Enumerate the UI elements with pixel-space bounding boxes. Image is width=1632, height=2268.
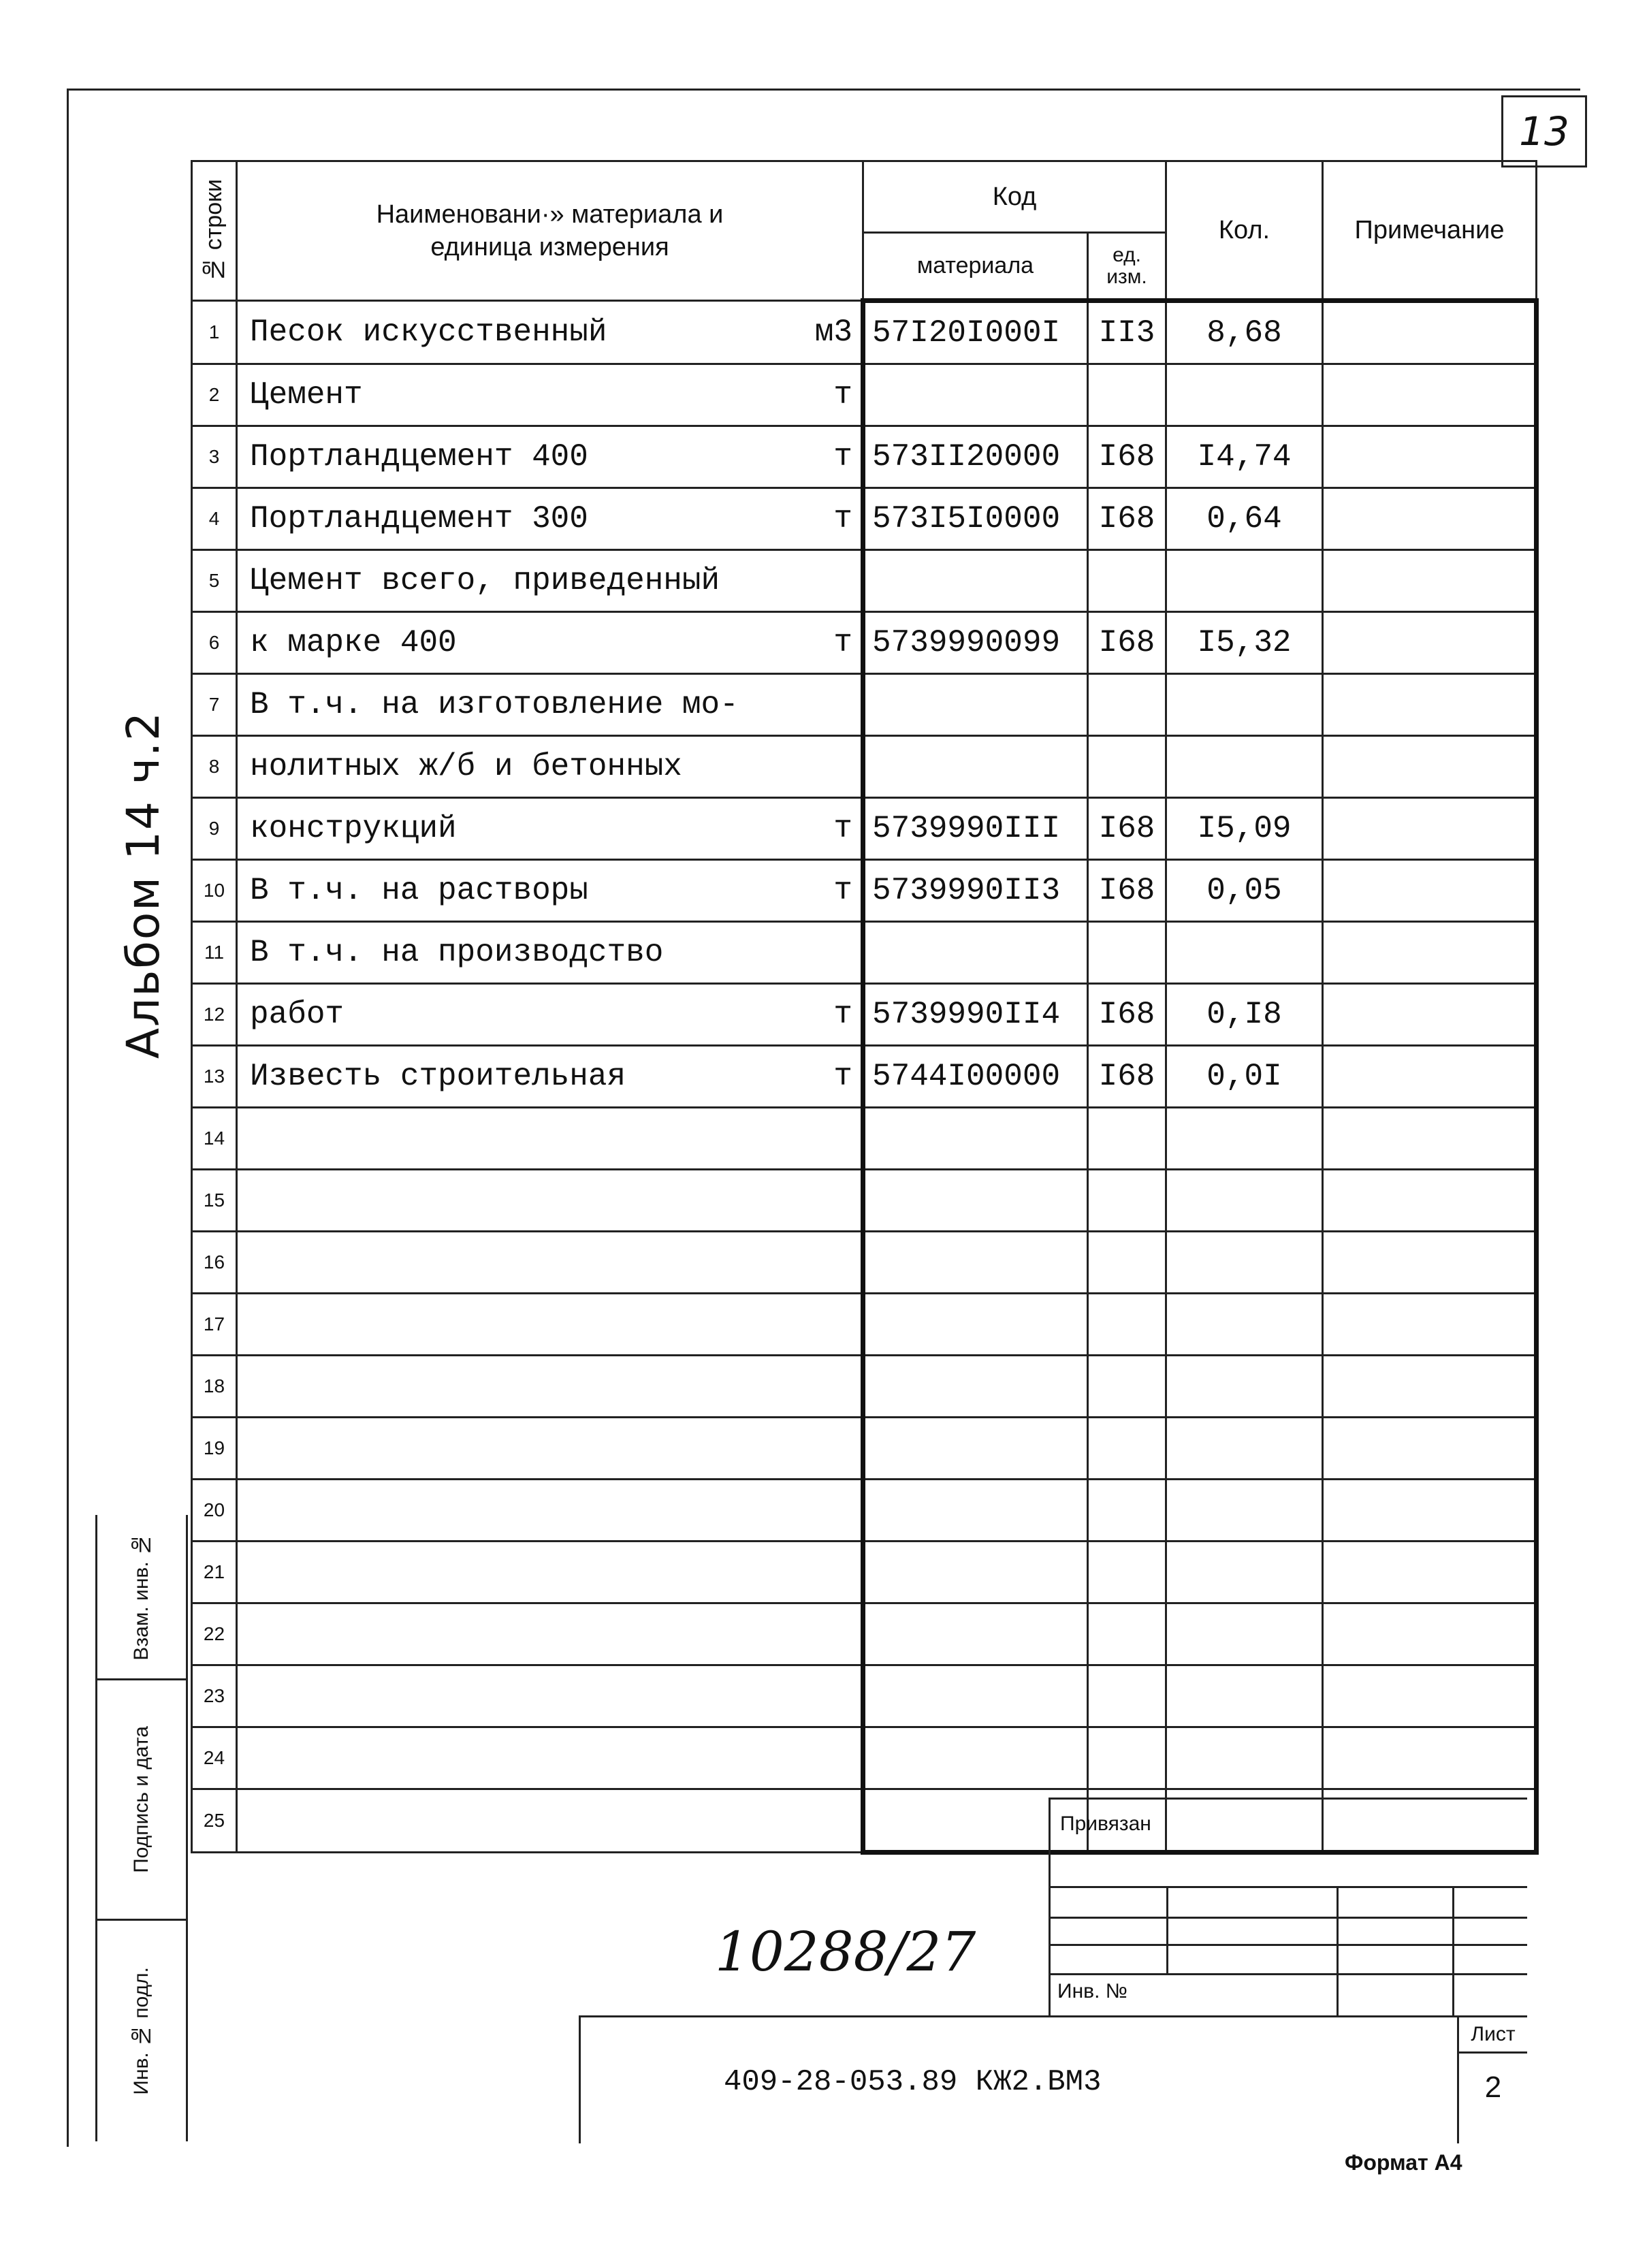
handwritten-number: 10288/27: [715, 1920, 976, 1983]
row-number: 15: [192, 1170, 237, 1232]
material-name: В т.ч. на изготовление мо-: [250, 687, 739, 722]
unit-code: [1088, 1727, 1166, 1789]
unit-code: II3: [1088, 301, 1166, 364]
note: [1323, 1542, 1537, 1603]
quantity: 0,05: [1166, 860, 1323, 922]
unit-code: [1088, 1480, 1166, 1542]
materials-table-body: [192, 301, 1537, 1853]
material-code: 5739990II3: [863, 860, 1088, 922]
note: [1323, 1356, 1537, 1418]
material-name-cell: [237, 1108, 863, 1170]
side-inv-podl: Инв. № подл.: [130, 1967, 153, 2095]
row-number: 17: [192, 1294, 237, 1356]
quantity: [1166, 1665, 1323, 1727]
table-row: [192, 1046, 1537, 1108]
material-code: 5739990III: [863, 798, 1088, 860]
unit-code: [1088, 364, 1166, 426]
side-podpis-data: Подпись и дата: [97, 1680, 186, 1921]
material-code: [863, 736, 1088, 798]
quantity: [1166, 550, 1323, 612]
unit-code: [1088, 736, 1166, 798]
row-number: 7: [192, 674, 237, 736]
note: [1323, 1046, 1537, 1108]
header-qty: Кол.: [1166, 161, 1323, 301]
row-number: 24: [192, 1727, 237, 1789]
material-name-cell: [237, 1542, 863, 1603]
quantity: I5,09: [1166, 798, 1323, 860]
material-unit: т: [833, 811, 852, 846]
material-code: 57I20I000I: [863, 301, 1088, 364]
note: [1323, 798, 1537, 860]
table-row: [192, 301, 1537, 364]
table-row: [192, 1603, 1537, 1665]
materials-table: [191, 160, 1539, 1855]
stamp-inv-no: Инв. №: [1057, 1980, 1127, 2002]
unit-code: [1088, 1232, 1166, 1294]
material-name-cell: [237, 1665, 863, 1727]
note: [1323, 1108, 1537, 1170]
table-row: [192, 1418, 1537, 1480]
material-name: к марке 400: [250, 625, 457, 660]
table-row: [192, 1542, 1537, 1603]
material-code: [863, 1108, 1088, 1170]
note: [1323, 984, 1537, 1046]
material-name: Портландцемент 300: [250, 501, 588, 537]
header-code: Код: [863, 161, 1166, 233]
material-name-cell: [237, 1789, 863, 1853]
unit-code: I68: [1088, 426, 1166, 488]
quantity: [1166, 1170, 1323, 1232]
material-name-cell: [237, 674, 863, 736]
row-number: 21: [192, 1542, 237, 1603]
note: [1323, 674, 1537, 736]
note: [1323, 736, 1537, 798]
format-label: Формат А4: [1345, 2150, 1462, 2175]
row-number: 18: [192, 1356, 237, 1418]
title-block: [579, 2015, 1527, 2143]
table-row: [192, 1294, 1537, 1356]
table-row: [192, 1480, 1537, 1542]
quantity: I4,74: [1166, 426, 1323, 488]
row-number: 6: [192, 612, 237, 674]
material-code: [863, 1294, 1088, 1356]
binding-stamp: [1049, 1798, 1527, 2015]
row-number: 5: [192, 550, 237, 612]
quantity: I5,32: [1166, 612, 1323, 674]
row-number: 19: [192, 1418, 237, 1480]
material-unit: т: [833, 1059, 852, 1094]
row-number: 4: [192, 488, 237, 550]
note: [1323, 1294, 1537, 1356]
material-name: В т.ч. на производство: [250, 935, 664, 970]
header-row-number: № строки: [192, 161, 237, 301]
note: [1323, 364, 1537, 426]
material-code: [863, 1418, 1088, 1480]
note: [1323, 1665, 1537, 1727]
material-name: Известь строительная: [250, 1059, 626, 1094]
note: [1323, 1727, 1537, 1789]
sheet-label: Лист: [1457, 2017, 1527, 2054]
quantity: [1166, 1108, 1323, 1170]
material-code: [863, 1542, 1088, 1603]
material-code: [863, 364, 1088, 426]
material-code: [863, 1170, 1088, 1232]
quantity: [1166, 1480, 1323, 1542]
note: [1323, 301, 1537, 364]
material-name: Цемент: [250, 377, 363, 413]
note: [1323, 426, 1537, 488]
table-row: [192, 488, 1537, 550]
row-number: 3: [192, 426, 237, 488]
sheet-corner-number: 13: [1501, 95, 1587, 167]
unit-code: [1088, 1170, 1166, 1232]
material-name: Песок искусственный: [250, 315, 607, 350]
row-number: 13: [192, 1046, 237, 1108]
quantity: [1166, 364, 1323, 426]
table-row: [192, 550, 1537, 612]
table-row: [192, 1727, 1537, 1789]
material-name-cell: [237, 1170, 863, 1232]
unit-code: [1088, 674, 1166, 736]
quantity: [1166, 1418, 1323, 1480]
row-number: 2: [192, 364, 237, 426]
note: [1323, 1480, 1537, 1542]
unit-code: [1088, 922, 1166, 984]
quantity: 0,0I: [1166, 1046, 1323, 1108]
material-name-cell: [237, 860, 863, 922]
material-code: 573I5I0000: [863, 488, 1088, 550]
unit-code: [1088, 1294, 1166, 1356]
row-number: 20: [192, 1480, 237, 1542]
table-row: [192, 612, 1537, 674]
table-row: [192, 922, 1537, 984]
table-row: [192, 798, 1537, 860]
material-name-cell: [237, 1480, 863, 1542]
material-name: В т.ч. на растворы: [250, 873, 588, 908]
row-number: 10: [192, 860, 237, 922]
table-row: [192, 1665, 1537, 1727]
material-name-cell: [237, 612, 863, 674]
material-unit: т: [833, 997, 852, 1032]
material-code: 573II20000: [863, 426, 1088, 488]
material-name-cell: [237, 798, 863, 860]
material-name-cell: [237, 301, 863, 364]
album-label-text: Альбом 14 ч.2: [116, 711, 170, 1059]
unit-code: I68: [1088, 488, 1166, 550]
material-name-cell: [237, 550, 863, 612]
unit-code: I68: [1088, 612, 1166, 674]
material-code: [863, 1480, 1088, 1542]
row-number: 11: [192, 922, 237, 984]
row-number: 12: [192, 984, 237, 1046]
material-name-cell: [237, 1046, 863, 1108]
material-name: Цемент всего, приведенный: [250, 563, 720, 598]
material-name-cell: [237, 364, 863, 426]
material-name-cell: [237, 488, 863, 550]
quantity: [1166, 1542, 1323, 1603]
material-code: [863, 674, 1088, 736]
quantity: 0,I8: [1166, 984, 1323, 1046]
material-code: [863, 922, 1088, 984]
unit-code: I68: [1088, 1046, 1166, 1108]
material-name-cell: [237, 1418, 863, 1480]
table-row: [192, 1232, 1537, 1294]
album-label: [102, 681, 184, 1089]
material-unit: т: [833, 501, 852, 537]
material-name-cell: [237, 984, 863, 1046]
material-name-cell: [237, 426, 863, 488]
unit-code: I68: [1088, 798, 1166, 860]
row-number: 23: [192, 1665, 237, 1727]
quantity: [1166, 736, 1323, 798]
unit-code: [1088, 1603, 1166, 1665]
header-unit-code: ед. изм.: [1088, 233, 1166, 301]
table-row: [192, 674, 1537, 736]
note: [1323, 488, 1537, 550]
row-number: 25: [192, 1789, 237, 1853]
note: [1323, 860, 1537, 922]
note: [1323, 1603, 1537, 1665]
material-code: [863, 1665, 1088, 1727]
material-code: 5739990II4: [863, 984, 1088, 1046]
material-code: 5739990099: [863, 612, 1088, 674]
material-unit: т: [833, 377, 852, 413]
header-name: Наименовани·» материала и единица измерения: [237, 161, 863, 301]
note: [1323, 1232, 1537, 1294]
material-name: нолитных ж/б и бетонных: [250, 749, 682, 784]
material-unit: т: [833, 873, 852, 908]
material-unit: т: [833, 625, 852, 660]
material-name: Портландцемент 400: [250, 439, 588, 475]
unit-code: [1088, 1665, 1166, 1727]
table-row: [192, 984, 1537, 1046]
material-name-cell: [237, 1356, 863, 1418]
unit-code: [1088, 1418, 1166, 1480]
note: [1323, 1418, 1537, 1480]
side-margin-block: [95, 1515, 188, 2141]
sheet-number: 2: [1457, 2054, 1527, 2143]
material-unit: м3: [814, 315, 852, 350]
table-row: [192, 736, 1537, 798]
material-name-cell: [237, 1603, 863, 1665]
quantity: [1166, 922, 1323, 984]
quantity: [1166, 1232, 1323, 1294]
material-name-cell: [237, 1727, 863, 1789]
row-number: 14: [192, 1108, 237, 1170]
table-row: [192, 364, 1537, 426]
row-number: 9: [192, 798, 237, 860]
quantity: [1166, 1294, 1323, 1356]
table-row: [192, 426, 1537, 488]
material-code: 5744I00000: [863, 1046, 1088, 1108]
material-code: [863, 1356, 1088, 1418]
quantity: [1166, 674, 1323, 736]
stamp-privyazan: Привязан: [1060, 1812, 1151, 1835]
material-name-cell: [237, 1294, 863, 1356]
material-unit: т: [833, 439, 852, 475]
row-number: 8: [192, 736, 237, 798]
material-name: работ: [250, 997, 345, 1032]
material-code: [863, 1232, 1088, 1294]
material-name-cell: [237, 736, 863, 798]
document-code: 409-28-053.89 КЖ2.ВМ3: [724, 2065, 1102, 2099]
quantity: 8,68: [1166, 301, 1323, 364]
material-code: [863, 550, 1088, 612]
material-name: конструкций: [250, 811, 457, 846]
quantity: [1166, 1727, 1323, 1789]
quantity: [1166, 1356, 1323, 1418]
material-name-cell: [237, 922, 863, 984]
row-number: 16: [192, 1232, 237, 1294]
unit-code: [1088, 1108, 1166, 1170]
header-material-code: материала: [863, 233, 1088, 301]
material-name-cell: [237, 1232, 863, 1294]
side-vzam-inv: Взам. инв. №: [97, 1515, 186, 1680]
unit-code: [1088, 1542, 1166, 1603]
row-number: 22: [192, 1603, 237, 1665]
unit-code: [1088, 1356, 1166, 1418]
unit-code: I68: [1088, 860, 1166, 922]
quantity: 0,64: [1166, 488, 1323, 550]
note: [1323, 550, 1537, 612]
material-code: [863, 1603, 1088, 1665]
table-row: [192, 1108, 1537, 1170]
material-code: [863, 1727, 1088, 1789]
note: [1323, 1170, 1537, 1232]
header-note: Примечание: [1323, 161, 1537, 301]
table-row: [192, 1170, 1537, 1232]
quantity: [1166, 1603, 1323, 1665]
table-row: [192, 1356, 1537, 1418]
row-number: 1: [192, 301, 237, 364]
unit-code: [1088, 550, 1166, 612]
table-row: [192, 860, 1537, 922]
note: [1323, 612, 1537, 674]
note: [1323, 922, 1537, 984]
unit-code: I68: [1088, 984, 1166, 1046]
